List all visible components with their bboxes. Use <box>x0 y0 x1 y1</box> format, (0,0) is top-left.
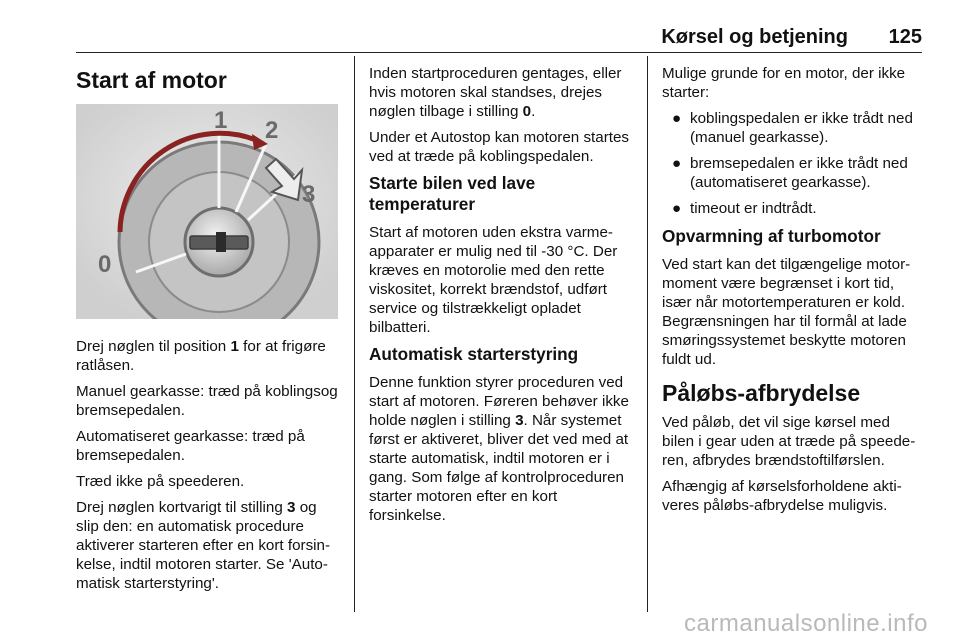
paragraph: Afhængig af kørselsforholdene aktiveres påløbs-afbrydelse muligvis. <box>662 478 902 514</box>
column-divider <box>647 56 648 612</box>
paragraph: Under et Autostop kan motoren startes ved at træde på koblingspedalen. <box>369 129 630 165</box>
paragraph: Ved påløb, det vil sige kørsel med bilen i gear uden at træde på speederen, afbrydes brændstoftilførslen. <box>662 414 916 469</box>
watermark: carmanualsonline.info <box>684 610 928 637</box>
bullet-list <box>662 109 926 218</box>
position-label-1: 1 <box>214 107 228 134</box>
paragraph: Inden startproceduren gentages, eller hvis motoren skal standses, drejes nøglen tilbage i stilling 0. <box>369 65 622 120</box>
header-rule <box>76 52 922 53</box>
paragraph: Træd ikke på speederen. <box>76 473 245 490</box>
column-3 <box>662 64 926 522</box>
section-heading-engine-start: Start af motor <box>76 67 227 93</box>
position-label-3: 3 <box>302 181 316 208</box>
page-number: 125 <box>888 26 922 48</box>
column-1 <box>76 66 342 600</box>
paragraph: Drej nøglen kortvarigt til stilling 3 og slip den: en automatisk procedure aktiverer starteren efter en kort forsinkelse, indtil motoren starter. Se 'Automatisk starterstyring'. <box>76 499 331 592</box>
position-label-2: 2 <box>265 117 279 144</box>
paragraph: Automatiseret gearkasse: træd på bremsepedalen. <box>76 428 305 464</box>
bullet-icon: ● <box>672 200 682 217</box>
bullet-icon: ● <box>672 155 682 172</box>
list-item: ● koblingspedalen er ikke trådt ned (manuel gearkasse). <box>672 110 913 146</box>
column-divider <box>354 56 355 612</box>
list-item: ● timeout er indtrådt. <box>672 200 817 217</box>
paragraph: Denne funktion styrer proceduren ved start af motoren. Føreren behøver ikke holde nøglen i stilling 3. Når systemet først er aktiveret, bliver det ved med at starte automatisk, indtil motoren er i gang. Som følge af kontrolproceduren starter motoren efter en kort forsinkelse. <box>369 374 629 524</box>
paragraph: Drej nøglen til position 1 for at frigøre ratlåsen. <box>76 338 326 374</box>
list-item: ● bremsepedalen er ikke trådt ned (automatiseret gearkasse). <box>672 155 908 191</box>
subheading-turbo-warmup: Opvarmning af turbomotor <box>662 226 881 246</box>
ignition-switch-figure <box>76 104 338 319</box>
paragraph: Manuel gearkasse: træd på koblingsog bremsepedalen. <box>76 383 338 419</box>
page-header-title: Kørsel og betjening <box>661 26 848 48</box>
bullet-icon: ● <box>672 110 682 127</box>
position-label-0: 0 <box>98 251 112 278</box>
subheading-cold-start: Starte bilen ved lave temperaturer <box>369 173 536 214</box>
column-2 <box>369 64 635 532</box>
subheading-auto-starter: Automatisk starterstyring <box>369 344 579 364</box>
section-heading-coasting-cutoff: Påløbs-afbrydelse <box>662 380 861 406</box>
paragraph: Start af motoren uden ekstra varmeapparater er mulig ned til -30 °C. Der kræves en motorolie med den rette viskositet, korrekt brændstof, udført service og tilstrækkeligt opladet bilbatteri. <box>369 224 618 336</box>
paragraph: Ved start kan det tilgængelige motormoment være begrænset i kort tid, især når motortemperaturen er kold. Begrænsningen har til formål at lade smøringssystemet beskytte motoren fuldt ud. <box>662 256 911 368</box>
paragraph: Mulige grunde for en motor, der ikke starter: <box>662 65 906 101</box>
